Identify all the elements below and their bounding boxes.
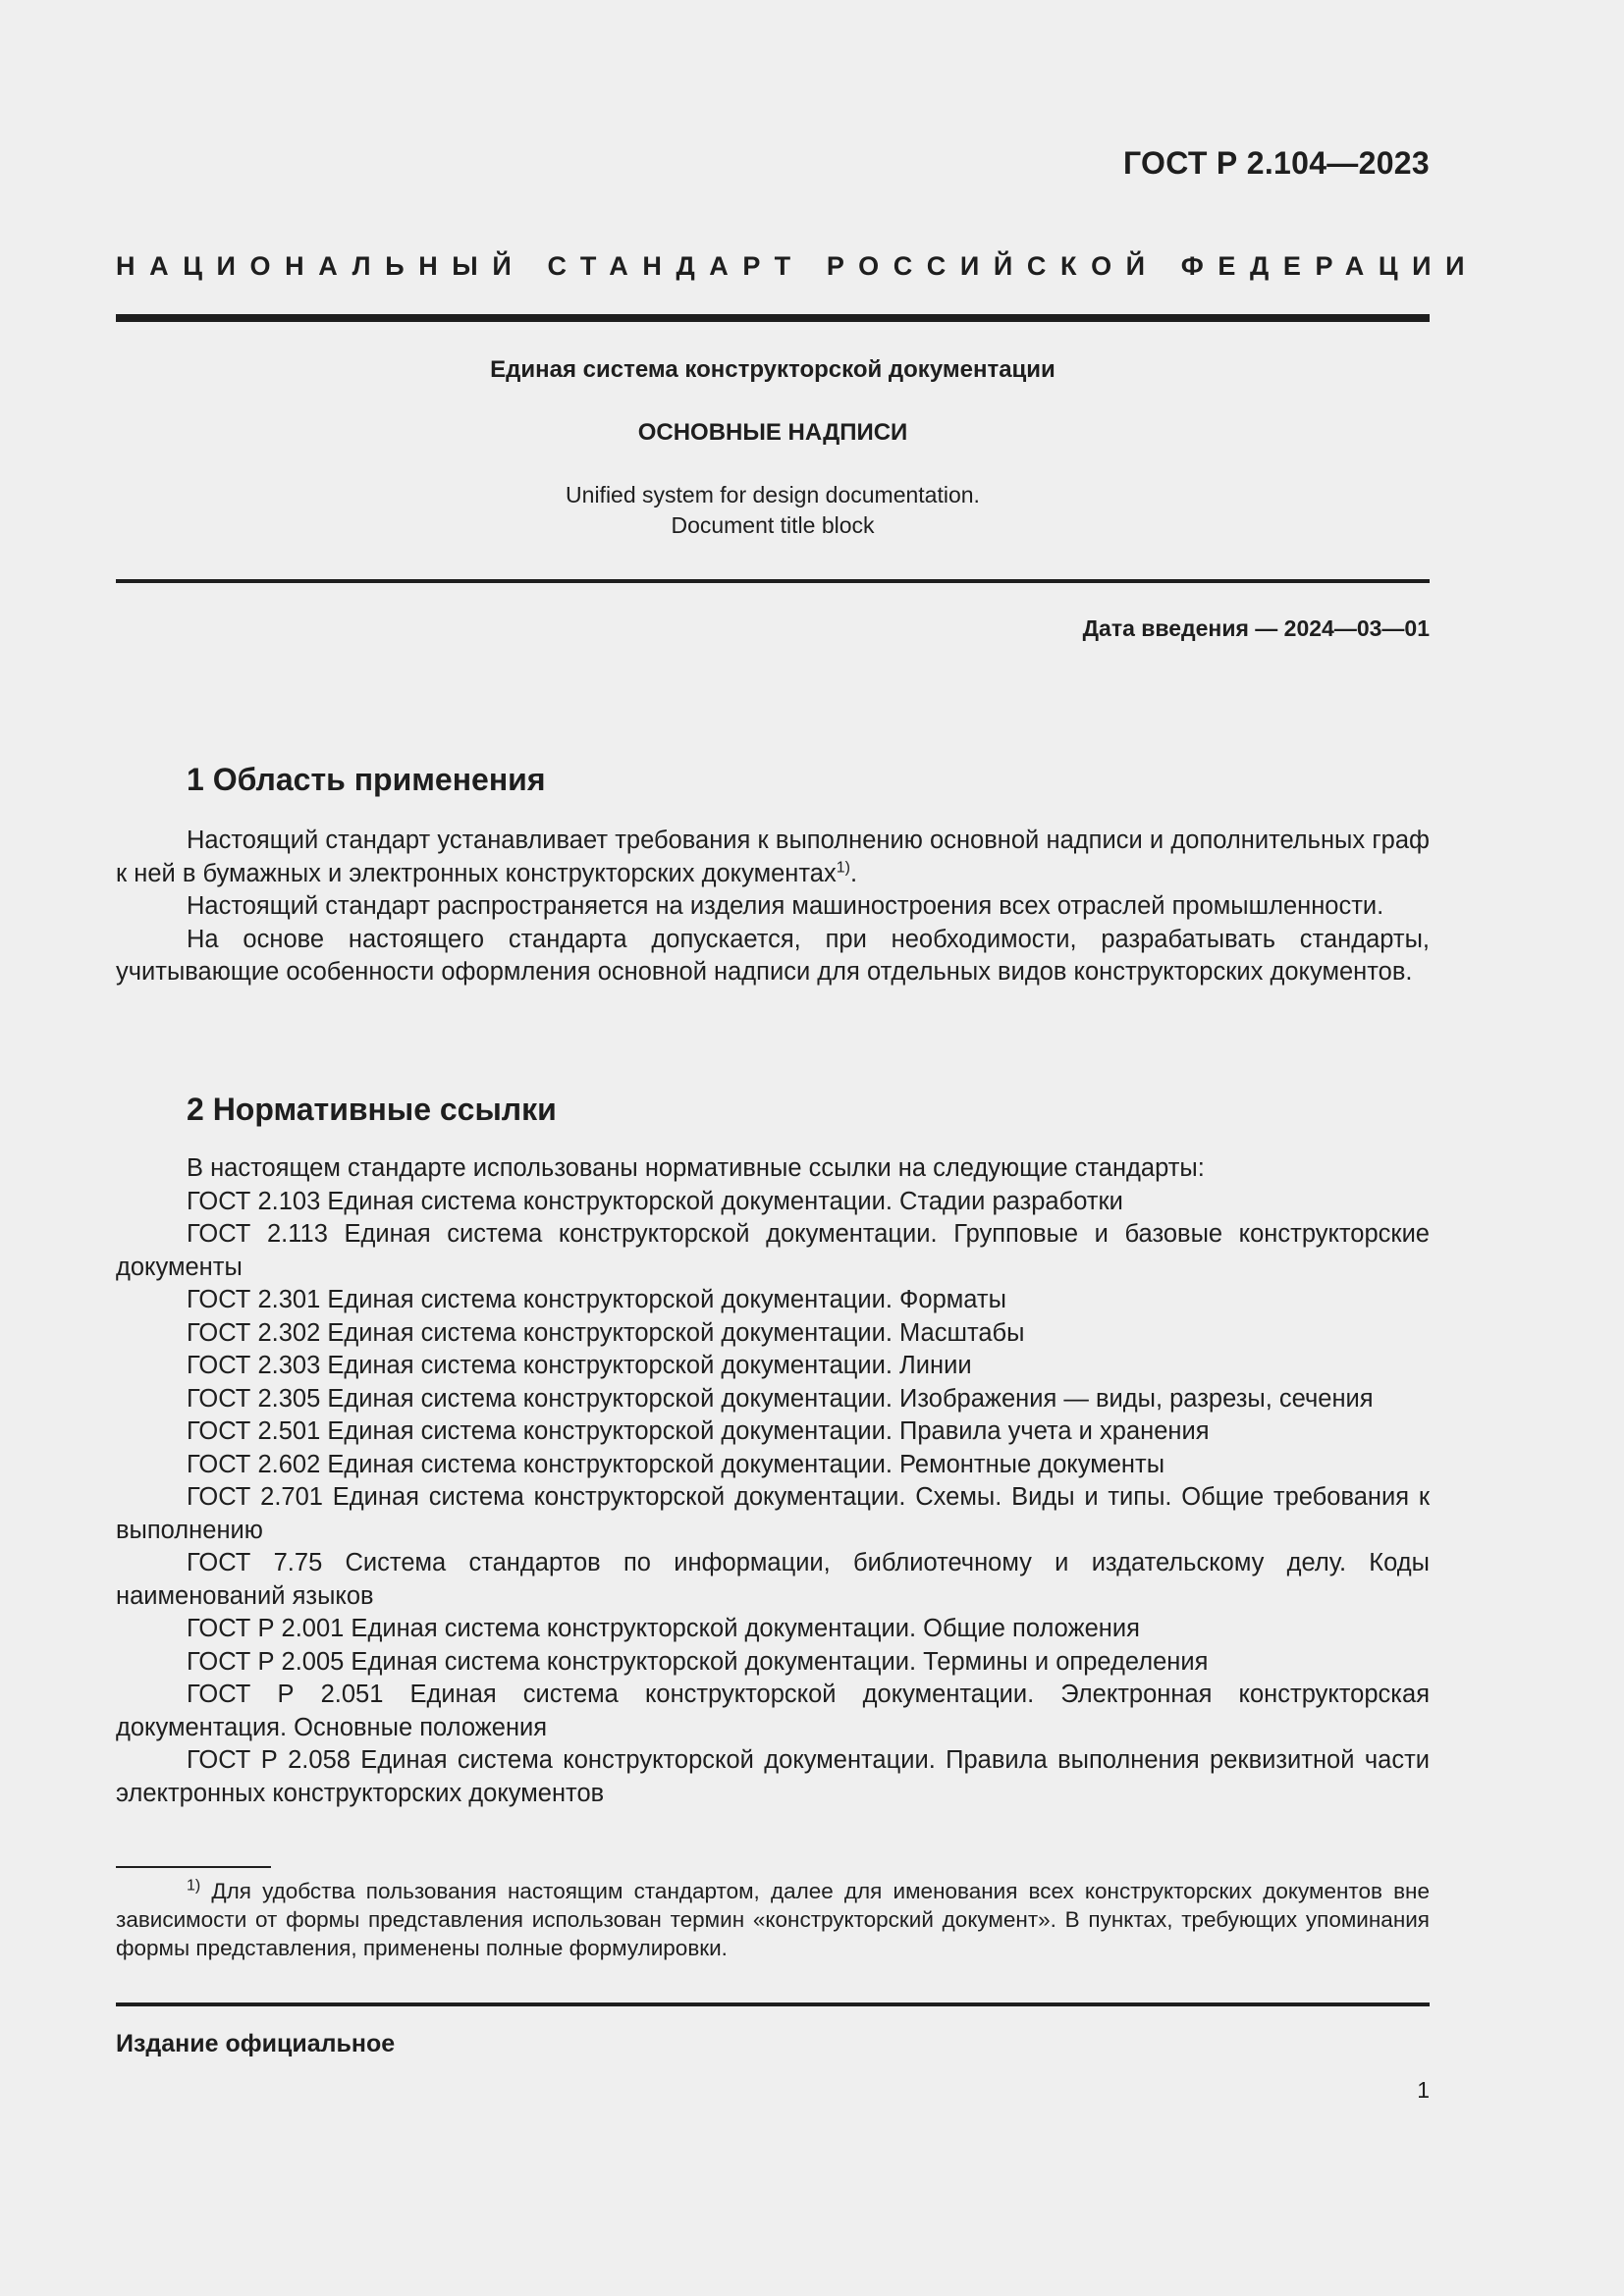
reference-item: ГОСТ 2.302 Единая система конструкторской документации. Масштабы (187, 1318, 1025, 1347)
section-1-heading: 1 Область применения (187, 762, 546, 797)
system-title: Единая система конструкторской документации (490, 356, 1056, 383)
section-1-paragraph-1 (116, 825, 1430, 890)
section-2-body (116, 1152, 1430, 1810)
section-1-paragraph-1-end: . (849, 859, 858, 887)
section-1-paragraph-1-text: Настоящий стандарт устанавливает требования к выполнению основной надписи и дополнительных граф к ней в бумажных и электронных конструкторских документах (116, 827, 1430, 887)
document-title: ОСНОВНЫЕ НАДПИСИ (637, 419, 908, 446)
title-bottom-rule (116, 579, 1430, 583)
introduction-date: Дата введения — 2024—03—01 (1082, 615, 1430, 641)
official-edition-label: Издание официальное (116, 2030, 396, 2057)
section-1-body (116, 825, 1430, 989)
footnote-body: Для удобства пользования настоящим стандартом, далее для именования всех конструкторских документов вне зависимости от формы представления использован термин «конструкторский документ». В пунктах, требующих упоминания формы представления, применены полные формулировки. (116, 1879, 1430, 1960)
page-number: 1 (1417, 2077, 1430, 2103)
reference-item: ГОСТ Р 2.005 Единая система конструкторской документации. Термины и определения (187, 1647, 1209, 1676)
reference-item: ГОСТ 2.602 Единая система конструкторской документации. Ремонтные документы (187, 1450, 1165, 1478)
reference-item: ГОСТ 2.103 Единая система конструкторской документации. Стадии разработки (187, 1187, 1123, 1215)
footnote-reference: 1) (836, 859, 850, 876)
english-title-line1: Unified system for design documentation. (566, 482, 980, 507)
footnote-marker: 1) (187, 1877, 201, 1895)
top-thick-rule (116, 314, 1430, 322)
national-standard-banner: НАЦИОНАЛЬНЫЙ СТАНДАРТ РОССИЙСКОЙ ФЕДЕРАЦИИ (116, 251, 1480, 281)
document-code: ГОСТ Р 2.104—2023 (1123, 145, 1430, 181)
section-2-intro: В настоящем стандарте использованы нормативные ссылки на следующие стандарты: (187, 1154, 1205, 1182)
reference-item: ГОСТ 2.303 Единая система конструкторской документации. Линии (187, 1352, 972, 1379)
section-1-paragraph-3: На основе настоящего стандарта допускается, при необходимости, разрабатывать стандарты, учитывающие особенности оформления основной надписи для отдельных видов конструкторских документов. (116, 925, 1430, 986)
english-title (116, 480, 1430, 541)
english-title-line2: Document title block (671, 512, 875, 538)
footnote-text (116, 1877, 1430, 1962)
reference-item: ГОСТ 7.75 Система стандартов по информации, библиотечному и издательскому делу. Коды наименований языков (116, 1549, 1430, 1610)
reference-item: ГОСТ 2.301 Единая система конструкторской документации. Форматы (187, 1286, 1006, 1313)
reference-item: ГОСТ 2.501 Единая система конструкторской документации. Правила учета и хранения (187, 1417, 1210, 1445)
reference-item: ГОСТ 2.701 Единая система конструкторской документации. Схемы. Виды и типы. Общие требования к выполнению (116, 1483, 1430, 1544)
reference-item: ГОСТ Р 2.001 Единая система конструкторской документации. Общие положения (187, 1615, 1140, 1642)
reference-item: ГОСТ 2.305 Единая система конструкторской документации. Изображения — виды, разрезы, сечения (187, 1384, 1374, 1413)
reference-item: ГОСТ Р 2.058 Единая система конструкторской документации. Правила выполнения реквизитной части электронных конструкторских документов (116, 1746, 1430, 1807)
section-2-heading: 2 Нормативные ссылки (187, 1092, 557, 1127)
footer-rule (116, 2002, 1430, 2006)
footnote-separator (116, 1866, 271, 1868)
reference-item: ГОСТ Р 2.051 Единая система конструкторской документации. Электронная конструкторская документация. Основные положения (116, 1681, 1430, 1741)
footnote (116, 1877, 1430, 1962)
reference-item: ГОСТ 2.113 Единая система конструкторской документации. Групповые и базовые конструкторские документы (116, 1220, 1430, 1281)
section-1-paragraph-2: Настоящий стандарт распространяется на изделия машиностроения всех отраслей промышленности. (187, 892, 1384, 920)
